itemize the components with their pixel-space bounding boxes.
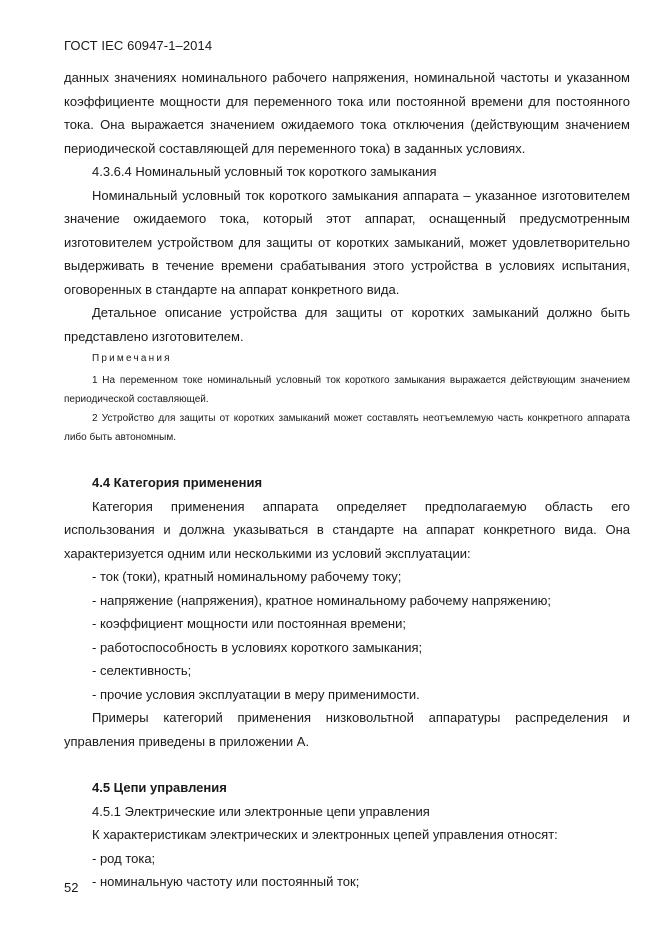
list-item: - номинальную частоту или постоянный ток; bbox=[92, 874, 360, 889]
page-number: 52 bbox=[64, 880, 79, 895]
paragraph-control-circuits: К характеристикам электрических и электронных цепей управления относят: bbox=[92, 827, 558, 842]
paragraph-protection-device: Детальное описание устройства для защиты от коротких замыканий должно быть представлено изготовителем. bbox=[64, 305, 630, 344]
list-item: - ток (токи), кратный номинальному рабочему току; bbox=[92, 569, 402, 584]
list-item: - работоспособность в условиях короткого замыкания; bbox=[92, 639, 423, 655]
list-item: - селективность; bbox=[92, 663, 192, 678]
paragraph-utilization-category: Категория применения аппарата определяет предполагаемую область его использования и должна указываться в стандарте на аппарат конкретного вида. Она характеризуется одним или несколькими из условий эксплуатации: bbox=[64, 498, 630, 561]
list-item: - род тока; bbox=[92, 850, 156, 866]
subheading-4-5-1: 4.5.1 Электрические или электронные цепи управления bbox=[92, 803, 430, 819]
heading-4-4: 4.4 Категория применения bbox=[92, 475, 263, 490]
paragraph-conditional-current: Номинальный условный ток короткого замыкания аппарата – указанное изготовителем значение ожидаемого тока, который этот аппарат, оснащенный предусмотренным изготовителем устройством для защиты от коротких замыканий, может удовлетворительно выдерживать в течение времени срабатывания этого устройства в условиях испытания, оговоренных в стандарте на аппарат конкретного вида. bbox=[64, 187, 630, 297]
page-header: ГОСТ IEC 60947-1–2014 bbox=[64, 38, 213, 53]
paragraph-category-examples: Примеры категорий применения низковольтной аппаратуры распределения и управления приведены в приложении А. bbox=[64, 710, 630, 749]
list-item: - коэффициент мощности или постоянная времени; bbox=[92, 616, 406, 631]
paragraph-rated-breaking: данных значениях номинального рабочего напряжения, номинальной частоты и указанном коэффициенте мощности для переменного тока или постоянной времени для постоянного тока. Она выражается значением ожидаемого тока отключения (действующим значением периодической составляющей для переменного тока) в заданных условиях. bbox=[64, 70, 630, 156]
notes-title: Примечания bbox=[92, 353, 172, 364]
list-item: - напряжение (напряжения), кратное номинальному рабочему напряжению; bbox=[92, 592, 551, 608]
list-item: - прочие условия эксплуатации в меру применимости. bbox=[92, 686, 420, 702]
heading-4-5: 4.5 Цепи управления bbox=[92, 780, 227, 795]
note-1: 1 На переменном токе номинальный условный ток короткого замыкания выражается действующим значением периодической составляющей. bbox=[64, 375, 630, 405]
page-body bbox=[64, 66, 630, 894]
subheading-4-3-6-4: 4.3.6.4 Номинальный условный ток короткого замыкания bbox=[92, 164, 437, 179]
note-2: 2 Устройство для защиты от коротких замыканий может составлять неотъемлемую часть конкретного аппарата либо быть автономным. bbox=[64, 413, 630, 443]
